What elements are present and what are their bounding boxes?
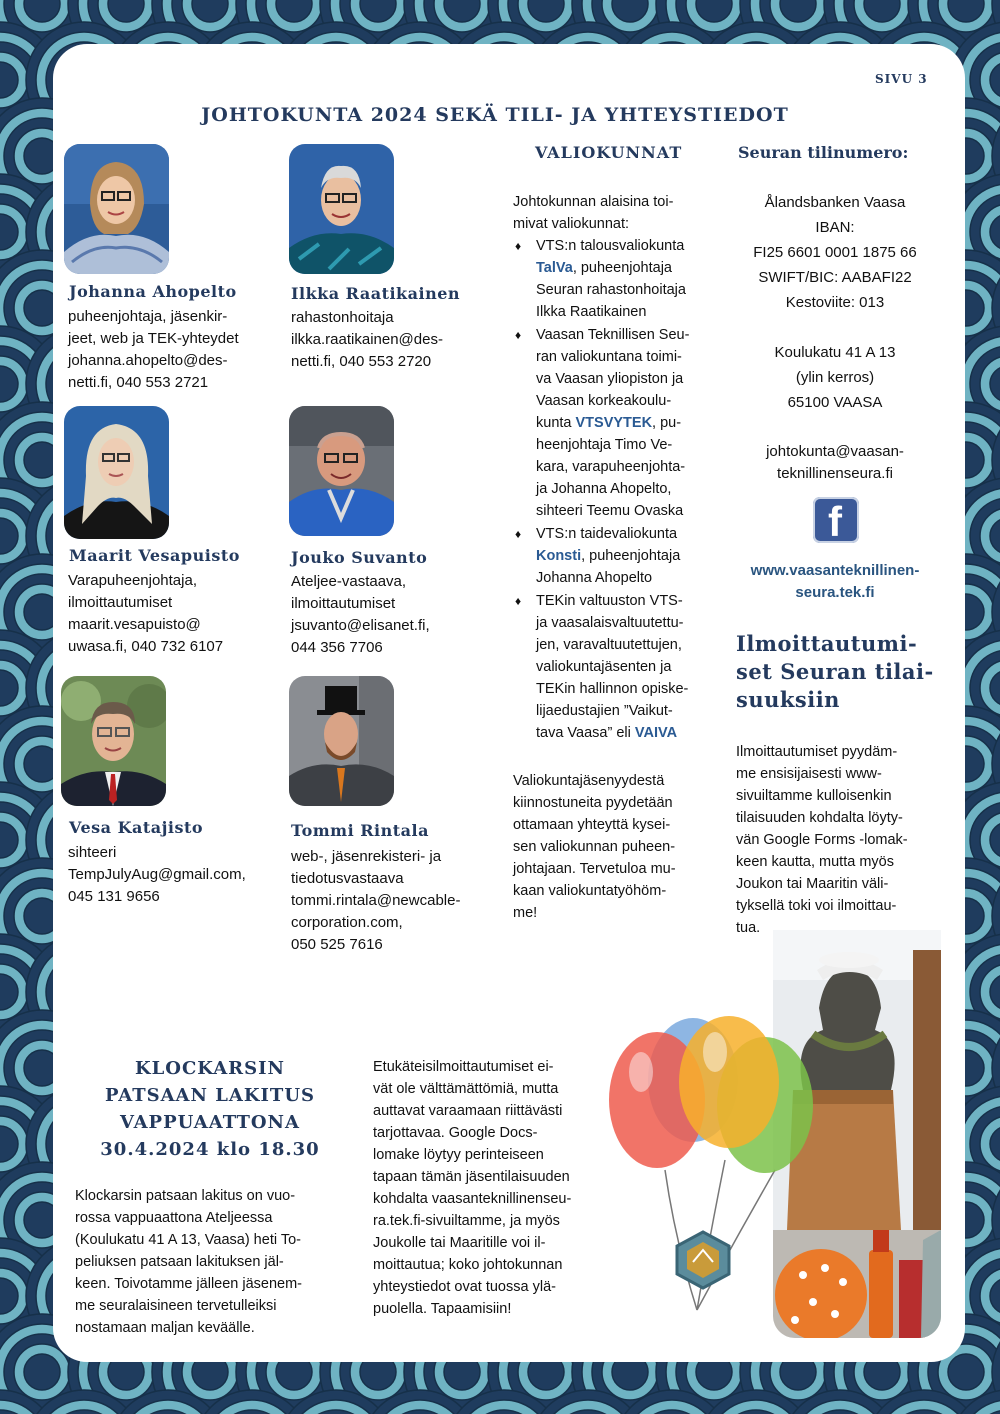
info-line: netti.fi, 040 553 2720 [291,353,432,370]
committee-name-highlight: Konsti [536,548,582,564]
page-number: SIVU 3 [875,72,928,86]
info-line: corporation.com, [291,914,403,931]
text-line: keen kautta, mutta myös [736,854,894,870]
text-line: puolella. Tapaamisiin! [373,1301,512,1317]
text-line: auttavat varaamaan riittävästi [373,1103,563,1119]
member-name: Jouko Suvanto [291,548,428,567]
text-line: tilaisuuden kohdalta löyty- [736,810,903,826]
text-line: suuksiin [736,687,840,712]
balloons-illustration [605,1010,820,1350]
committee-item [513,590,713,744]
event-text [75,1185,347,1339]
member-info [291,307,496,373]
address-line: Koulukatu 41 A 13 [774,344,896,361]
text-line: me seuralaisineen tervetulleiksi [75,1298,277,1314]
member-name: Johanna Ahopelto [69,282,237,301]
member-name: Ilkka Raatikainen [291,284,461,303]
committees-heading: VALIOKUNNAT [535,143,683,162]
text-line: TEKin hallinnon opiske- [536,681,689,697]
text-line: johtokunta@vaasan- [766,443,904,460]
address-line: 65100 VAASA [787,394,883,411]
text-line: set Seuran tilai- [736,659,934,684]
info-line: rahastonhoitaja [291,309,394,326]
member-name: Vesa Katajisto [69,818,204,837]
info-line: maarit.vesapuisto@ [68,616,201,633]
text-line: ♦ VTS:n talousvaliokunta [536,238,685,254]
text-line: lomake löytyy perinteiseen [373,1147,544,1163]
text-line: kohdalta vaasanteknillinenseu- [373,1191,572,1207]
text-line: valiokuntajäsenten ja [536,659,672,675]
text-line: tarjottavaa. Google Docs- [373,1125,538,1141]
text-line: johtajaan. Tervetuloa mu- [513,861,676,877]
text-line: ottamaan yhteyttä kysei- [513,817,671,833]
text-line: jen, varavaltuutettujen, [536,637,682,653]
contact-email[interactable] [730,441,940,485]
info-line: netti.fi, 040 553 2721 [68,374,209,391]
text-line: teknillinenseura.fi [777,465,893,482]
text-line: tua. [736,920,761,936]
committee-list [513,235,713,744]
portrait-ilkka [289,144,394,274]
info-line: ilkka.raatikainen@des- [291,331,443,348]
portrait-vesa [61,676,166,806]
info-line: web-, jäsenrekisteri- ja [291,848,442,865]
text-line: Ålandsbanken Vaasa [764,194,906,211]
account-details [730,190,940,415]
text-line: kiinnostuneita pyydetään [513,795,673,811]
text-line: mivat valiokunnat: [513,216,630,232]
text-line: me ensisijaisesti www- [736,766,882,782]
info-line: jsuvanto@elisanet.fi, [291,617,430,634]
info-line: 050 525 7616 [291,936,383,953]
text-line: vät ole välttämättömiä, mutta [373,1081,559,1097]
info-line: TempJulyAug@gmail.com, [68,866,246,883]
text-line: moittautua; koko johtokunnan [373,1257,563,1273]
text-line: Ilmoittautumiset pyydäm- [736,744,898,760]
member-info [68,842,283,908]
text-line: ♦ Vaasan Teknillisen Seu- [536,327,690,343]
text-line: Johtokunnan alaisina toi- [513,194,674,210]
portrait-tommi [289,676,394,806]
text-line: TalVa, puheenjohtaja [536,260,672,276]
committee-item [513,523,713,589]
info-line: ilmoittautumiset [291,595,396,612]
member-info [291,571,496,659]
text-line: Johanna Ahopelto [536,570,653,586]
text-line: tyksellä toki voi ilmoittau- [736,898,897,914]
portrait-johanna [64,144,169,274]
text-line: 30.4.2024 klo 18.30 [100,1139,320,1160]
committee-name-highlight: VAIVA [634,725,678,741]
text-line: Klockarsin patsaan lakitus on vuo- [75,1188,296,1204]
text-line: Joukolle tai Maaritille voi il- [373,1235,546,1251]
event-title [70,1055,350,1163]
portrait-maarit [64,406,169,539]
text-line: ran valiokuntana toimi- [536,349,682,365]
committee-item [513,235,713,323]
info-line: sihteeri [68,844,117,861]
info-line: jeet, web ja TEK-yhteydet [68,330,239,347]
info-line: Ateljee-vastaava, [291,573,407,590]
text-line: Ilkka Raatikainen [536,304,647,320]
website-link[interactable] [730,560,940,604]
text-line: sivuiltamme kulloisenkin [736,788,892,804]
info-line: ilmoittautumiset [68,594,173,611]
text-line: yhteystiedot ovat tuossa ylä- [373,1279,556,1295]
reference-number: Kestoviite: 013 [785,294,885,311]
text-line: Ilmoittautumi- [736,631,918,656]
text-line: ja Johanna Ahopelto, [536,481,672,497]
account-heading: Seuran tilinumero: [738,143,909,162]
text-line: me! [513,905,538,921]
text-line: PATSAAN LAKITUS [104,1085,316,1106]
facebook-letter: f [828,498,842,543]
text-line: (Koulukatu 41 A 13, Vaasa) heti To- [75,1232,301,1248]
info-line: puheenjohtaja, jäsenkir- [68,308,228,325]
text-line: sihteeri Teemu Ovaska [536,503,684,519]
text-line: sen valiokunnan puheen- [513,839,676,855]
text-line: Etukäteisilmoittautumiset ei- [373,1059,554,1075]
text-line: Seuran rahastonhoitaja [536,282,686,298]
member-name: Tommi Rintala [291,821,429,840]
member-info [68,570,283,658]
info-line: Varapuheenjohtaja, [68,572,197,589]
committee-name-highlight: VTSVYTEK [575,415,653,431]
text-line: heenjohtaja Timo Ve- [536,437,673,453]
text-line: ♦ TEKin valtuuston VTS- [536,593,683,609]
member-info [291,846,501,956]
info-line: tiedotusvastaava [291,870,404,887]
text-line: rossa vappuaattona Ateljeessa [75,1210,273,1226]
info-line: 045 131 9656 [68,888,160,905]
committee-name-highlight: TalVa [536,260,573,276]
text-line: peliuksen patsaan lakituksen jäl- [75,1254,284,1270]
info-line: uwasa.fi, 040 732 6107 [68,638,224,655]
registration-text [736,741,936,939]
text-line: lijaedustajien ”Vaikut- [536,703,673,719]
text-line: ♦ VTS:n taidevaliokunta [536,526,678,542]
text-line: tapaan tämän jäsentilaisuuden [373,1169,570,1185]
text-line: kaan valiokuntatyöhöm- [513,883,667,899]
text-line: IBAN: [815,219,855,236]
info-line: tommi.rintala@newcable- [291,892,461,909]
committee-item [513,324,713,522]
text-line: ra.tek.fi-sivuiltamme, ja myös [373,1213,560,1229]
page-title: JOHTOKUNTA 2024 SEKÄ TILI- JA YHTEYSTIEDOT [201,104,789,126]
info-line: johanna.ahopelto@des- [68,352,228,369]
text-line: VAPPUAATTONA [120,1112,300,1133]
address-line: (ylin kerros) [795,369,875,386]
iban-number: FI25 6601 0001 1875 66 [753,244,917,261]
text-line: seura.tek.fi [795,584,875,601]
advance-registration-text [373,1056,605,1320]
text-line: KLOCKARSIN [134,1058,286,1079]
text-line: va Vaasan yliopiston ja [536,371,684,387]
text-line: Konsti, puheenjohtaja [536,548,681,564]
member-info [68,306,283,394]
swift-code: SWIFT/BIC: AABAFI22 [758,269,912,286]
portrait-jouko [289,406,394,536]
member-name: Maarit Vesapuisto [69,546,240,565]
text-line: vän Google Forms -lomak- [736,832,908,848]
facebook-icon[interactable] [813,497,859,543]
committees-text [513,191,713,924]
text-line: Valiokuntajäsenyydestä [513,773,665,789]
text-line: www.vaasanteknillinen- [750,562,920,579]
text-line: kunta VTSVYTEK, pu- [536,415,682,431]
info-line: 044 356 7706 [291,639,383,656]
text-line: tava Vaasa” eli VAIVA [536,725,678,741]
text-line: kara, varapuheenjohta- [536,459,686,475]
text-line: Joukon tai Maaritin väli- [736,876,889,892]
registration-heading [736,630,946,714]
text-line: nostamaan maljan keväälle. [75,1320,255,1336]
text-line: keen. Toivotamme jälleen jäsenem- [75,1276,303,1292]
text-line: Vaasan korkeakoulu- [536,393,672,409]
text-line: ja vaasalaisvaltuutettu- [536,615,684,631]
